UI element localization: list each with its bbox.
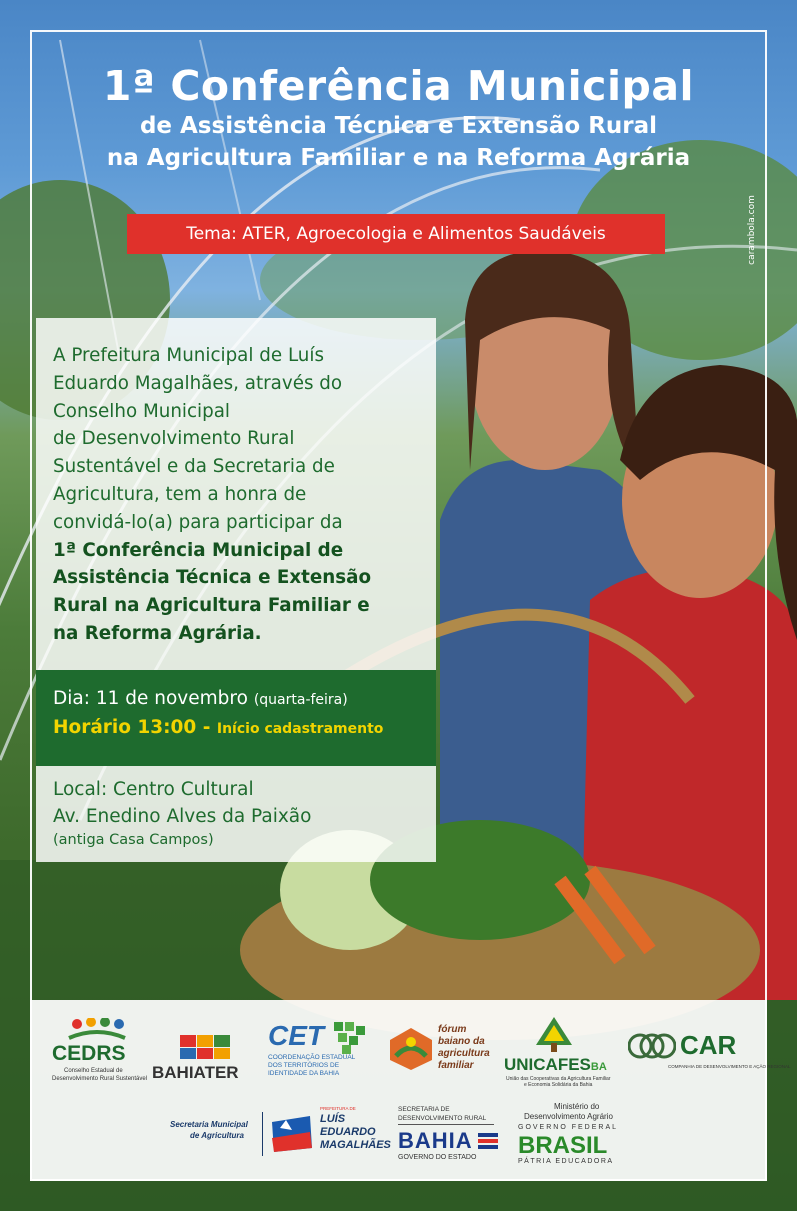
event-date [53, 686, 436, 713]
invite-bold-line: 1ª Conferência Municipal de [53, 539, 344, 561]
invite-line: Sustentável e da Secretaria de [53, 456, 335, 478]
forum-line-4: familiar [438, 1060, 474, 1071]
bahia-sub: GOVERNO DO ESTADO [398, 1154, 477, 1161]
invite-line: Agricultura, tem a honra de [53, 483, 307, 505]
brasil-top-2: Desenvolvimento Agrário [524, 1112, 613, 1121]
logo-strip [30, 1000, 791, 1181]
lem-top: PREFEITURA DE [320, 1106, 356, 1111]
event-time-note: Início cadastramento [216, 721, 384, 737]
bahiater-icon [180, 1035, 230, 1059]
invite-line: de Desenvolvimento Rural [53, 428, 295, 450]
cet-sub-3: IDENTIDADE DA BAHIA [268, 1070, 340, 1077]
bahiater-name: BAHIATER [152, 1063, 239, 1082]
unicafes-name [504, 1055, 607, 1075]
location-panel [36, 766, 436, 862]
car-circles-icon [628, 1032, 676, 1060]
bahiater-logo [152, 1035, 257, 1085]
lem-line-1: LUÍS [320, 1113, 346, 1125]
title-line-2: de Assistência Técnica e Extensão Rural [139, 113, 658, 139]
lem-line-2: EDUARDO [320, 1126, 376, 1138]
unicafes-tree-icon [532, 1015, 576, 1053]
invite-line: Conselho Municipal [53, 400, 231, 422]
title-line-3: na Agricultura Familiar e na Reforma Agrária [106, 145, 691, 171]
car-name: CAR [680, 1030, 737, 1060]
location-line-2: Av. Enedino Alves da Paixão [53, 806, 312, 827]
cedrs-logo [52, 1018, 148, 1088]
cedrs-sub-1: Conselho Estadual de [64, 1068, 123, 1074]
location-line-3: (antiga Casa Campos) [53, 832, 214, 848]
bahia-top-1: SECRETARIA DE [398, 1106, 450, 1113]
event-weekday: (quarta-feira) [253, 692, 348, 708]
unicafes-suffix: BA [590, 1061, 607, 1073]
location-line-1: Local: Centro Cultural [53, 779, 254, 800]
title-block [60, 62, 737, 174]
brasil-gov: GOVERNO FEDERAL [518, 1124, 619, 1131]
lem-divider [262, 1112, 263, 1156]
brasil-sub: PÁTRIA EDUCADORA [518, 1158, 614, 1165]
cet-name: CET [268, 1020, 324, 1051]
event-time [53, 713, 436, 744]
unicafes-sub-2: e Economia Solidária da Bahia [524, 1082, 593, 1088]
side-credit [745, 190, 759, 270]
cet-sub-2: DOS TERRITÓRIOS DE [268, 1062, 340, 1069]
unicafes-sub-1: União das Cooperativas da Agricultura Familiar [506, 1076, 611, 1082]
bahia-logo [398, 1106, 508, 1168]
date-panel [36, 670, 436, 766]
unicafes-name-text: UNICAFES [504, 1055, 591, 1074]
brasil-logo [518, 1102, 638, 1168]
forum-emblem-icon [388, 1026, 434, 1072]
title-line-1: 1ª Conferência Municipal [102, 62, 695, 110]
event-time-label: Horário 13:00 - [53, 717, 211, 738]
lem-logo [160, 1106, 390, 1168]
forum-line-1: fórum [438, 1024, 467, 1035]
cet-logo [268, 1020, 378, 1090]
lem-flag-icon [270, 1114, 314, 1154]
invite-text [53, 342, 424, 648]
lem-left-2: de Agricultura [190, 1131, 244, 1140]
side-credit-text: carambola.com [747, 195, 757, 265]
lem-line-3: MAGALHÃES [320, 1139, 391, 1151]
bahia-name: BAHIA [398, 1128, 473, 1153]
bahia-rule [398, 1124, 494, 1125]
invite-bold-line: Rural na Agricultura Familiar e [53, 595, 370, 617]
forum-line-2: baiano da [438, 1036, 485, 1047]
brasil-name: BRASIL [518, 1132, 608, 1159]
brasil-top-1: Ministério do [554, 1102, 600, 1111]
invite-panel [36, 318, 436, 670]
lem-left-1: Secretaria Municipal [170, 1120, 248, 1129]
forum-line-3: agricultura [438, 1048, 490, 1059]
forum-logo [388, 1022, 498, 1082]
unicafes-logo [504, 1015, 622, 1090]
theme-banner: Tema: ATER, Agroecologia e Alimentos Saudáveis [127, 214, 665, 254]
people-icon [67, 1018, 127, 1040]
cet-sub-1: COORDENAÇÃO ESTADUAL [268, 1054, 356, 1061]
invite-line: A Prefeitura Municipal de Luís [53, 345, 324, 366]
invite-bold-line: Assistência Técnica e Extensão [53, 567, 372, 589]
cet-grid-icon [334, 1022, 366, 1054]
car-sub: COMPANHIA DE DESENVOLVIMENTO E AÇÃO REGIONAL [668, 1064, 791, 1069]
invite-line: convidá-lo(a) para participar da [53, 511, 343, 533]
cedrs-sub-2: Desenvolvimento Rural Sustentável [52, 1076, 148, 1082]
bahia-top-2: DESENVOLVIMENTO RURAL [398, 1115, 487, 1122]
cedrs-name: CEDRS [52, 1042, 126, 1065]
bahia-flag-icon [478, 1133, 498, 1149]
car-logo [628, 1030, 791, 1080]
invite-line: Eduardo Magalhães, através do [53, 372, 343, 394]
event-date-label: Dia: 11 de novembro [53, 688, 248, 709]
invite-bold-line: na Reforma Agrária. [53, 622, 262, 644]
